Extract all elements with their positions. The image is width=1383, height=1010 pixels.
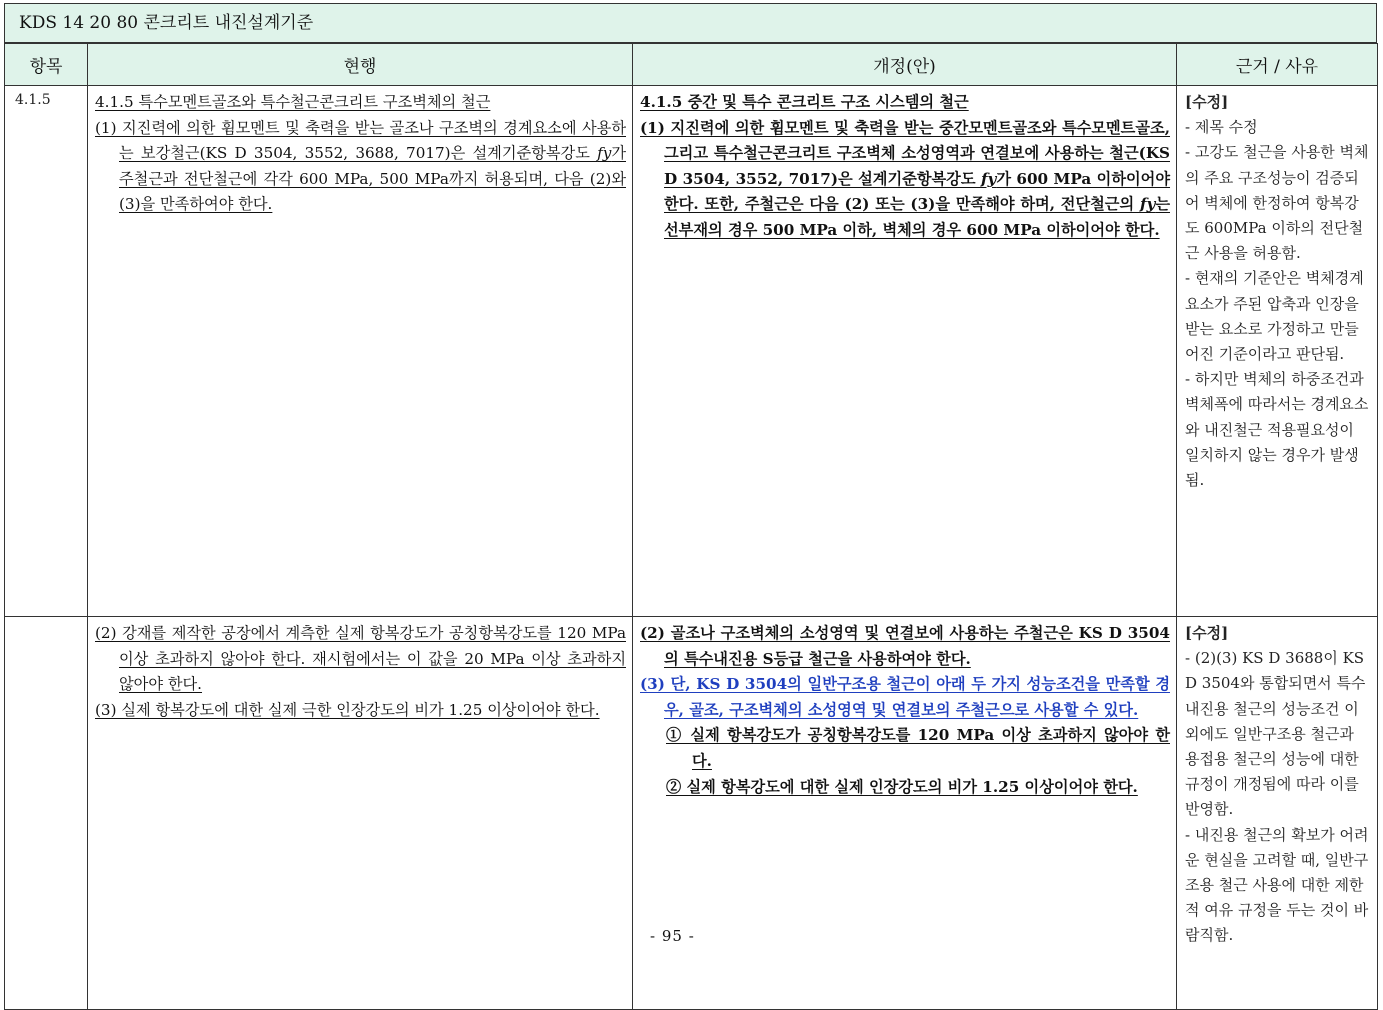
revised-clause-1-text-c: 는 선부재의 경우 500 MPa 이하, 벽체의 경우 600 MPa 이하이어야 한다.	[664, 195, 1170, 239]
reason-line: - 내진용 철근의 확보가 어려운 현실을 고려할 때, 일반구조용 철근 사용에 대한 제한적 여유 규정을 두는 것이 바람직함.	[1185, 825, 1369, 945]
revised-cell-2	[633, 617, 1177, 1010]
revised-clause-3: (3) 단, KS D 3504의 일반구조용 철근이 아래 두 가지 성능조건을 만족할 경우, 골조, 구조벽체의 소성영역 및 연결보의 주철근으로 사용할 수 있다.	[640, 675, 1170, 719]
document-title: KDS 14 20 80 콘크리트 내진설계기준	[4, 3, 1377, 43]
revised-clause-3-1: ① 실제 항복강도가 공칭항복강도를 120 MPa 이상 초과하지 않아야 한다.	[666, 726, 1170, 770]
revised-clause-1	[640, 116, 1170, 244]
current-clause-1	[95, 116, 626, 218]
table-header-row	[5, 44, 1378, 86]
item-number-empty	[5, 617, 88, 1010]
fy-symbol: fy	[1139, 195, 1156, 214]
revised-clause-1-text-a: (1) 지진력에 의한 휨모멘트 및 축력을 받는 중간모멘트골조와 특수모멘트골조, 그리고 특수철근콘크리트 구조벽체 소성영역과 연결보에 사용하는 철근(KS D 3504, 3552, 7017)은 설계기준항복강도	[640, 118, 1170, 188]
current-clause-2: (2) 강재를 제작한 공장에서 계측한 실제 항복강도가 공칭항복강도를 120 MPa 이상 초과하지 않아야 한다. 재시험에서는 이 값을 20 MPa 이상 초과하지 않아야 한다.	[95, 624, 626, 694]
current-cell-2	[88, 617, 633, 1010]
header-reason: 근거 / 사유	[1177, 44, 1378, 86]
reason-cell-1	[1177, 86, 1378, 617]
comparison-table	[4, 43, 1378, 1010]
revised-heading: 4.1.5 중간 및 특수 콘크리트 구조 시스템의 철근	[640, 93, 969, 111]
header-revised: 개정(안)	[633, 44, 1177, 86]
header-item: 항목	[5, 44, 88, 86]
current-clause-3: (3) 실제 항복강도에 대한 실제 극한 인장강도의 비가 1.25 이상이어야 한다.	[95, 700, 600, 719]
table-row	[5, 617, 1378, 1010]
item-number: 4.1.5	[5, 86, 88, 617]
reason-line: - 현재의 기준안은 벽체경계요소가 주된 압축과 인장을 받는 요소로 가정하고 만들어진 기준이라고 판단됨.	[1185, 269, 1364, 364]
table-row	[5, 86, 1378, 617]
header-current: 현행	[88, 44, 633, 86]
revised-clause-2: (2) 골조나 구조벽체의 소성영역 및 연결보에 사용하는 주철근은 KS D 3504의 특수내진용 S등급 철근을 사용하여야 한다.	[640, 624, 1170, 668]
revised-clause-1-text-b: 가 600 MPa 이하이어야 한다. 또한, 주철근은 다음 (2) 또는 (3)을 만족해야 하며, 전단철근의	[664, 169, 1171, 214]
revised-cell-1	[633, 86, 1177, 617]
reason-cell-2	[1177, 617, 1378, 1010]
fy-symbol: fy	[980, 169, 997, 188]
fy-symbol: fy	[597, 144, 612, 163]
reason-line: - 고강도 철근을 사용한 벽체의 주요 구조성능이 검증되어 벽체에 한정하여 항복강도 600MPa 이하의 전단철근 사용을 허용함.	[1185, 143, 1369, 263]
reason-line: - 하지만 벽체의 하중조건과 벽체폭에 따라서는 경계요소와 내진철근 적용필요성이 일치하지 않는 경우가 발생됨.	[1185, 370, 1369, 490]
reason-line: - 제목 수정	[1185, 118, 1258, 137]
current-clause-1-text-a: (1) 지진력에 의한 휨모멘트 및 축력을 받는 골조나 구조벽의 경계요소에 사용하는 보강철근(KS D 3504, 3552, 3688, 7017)은 설계기준항복강도	[95, 118, 626, 163]
revised-clause-3-2: ② 실제 항복강도에 대한 실제 인장강도의 비가 1.25 이상이어야 한다.	[666, 777, 1138, 796]
current-cell-1	[88, 86, 633, 617]
current-clause-1-text-b: 가 주철근과 전단철근에 각각 600 MPa, 500 MPa까지 허용되며, 다음 (2)와 (3)을 만족하여야 한다.	[119, 144, 626, 214]
reason-line: - (2)(3) KS D 3688이 KS D 3504와 통합되면서 특수내진용 철근의 성능조건 이외에도 일반구조용 철근과 용접용 철근의 성능에 대한 규정이 개정됨에 따라 이를 반영함.	[1185, 649, 1366, 819]
page-number: - 95 -	[650, 927, 695, 945]
reason-tag: [수정]	[1185, 624, 1229, 642]
current-heading: 4.1.5 특수모멘트골조와 특수철근콘크리트 구조벽체의 철근	[95, 93, 491, 111]
reason-tag: [수정]	[1185, 93, 1229, 111]
